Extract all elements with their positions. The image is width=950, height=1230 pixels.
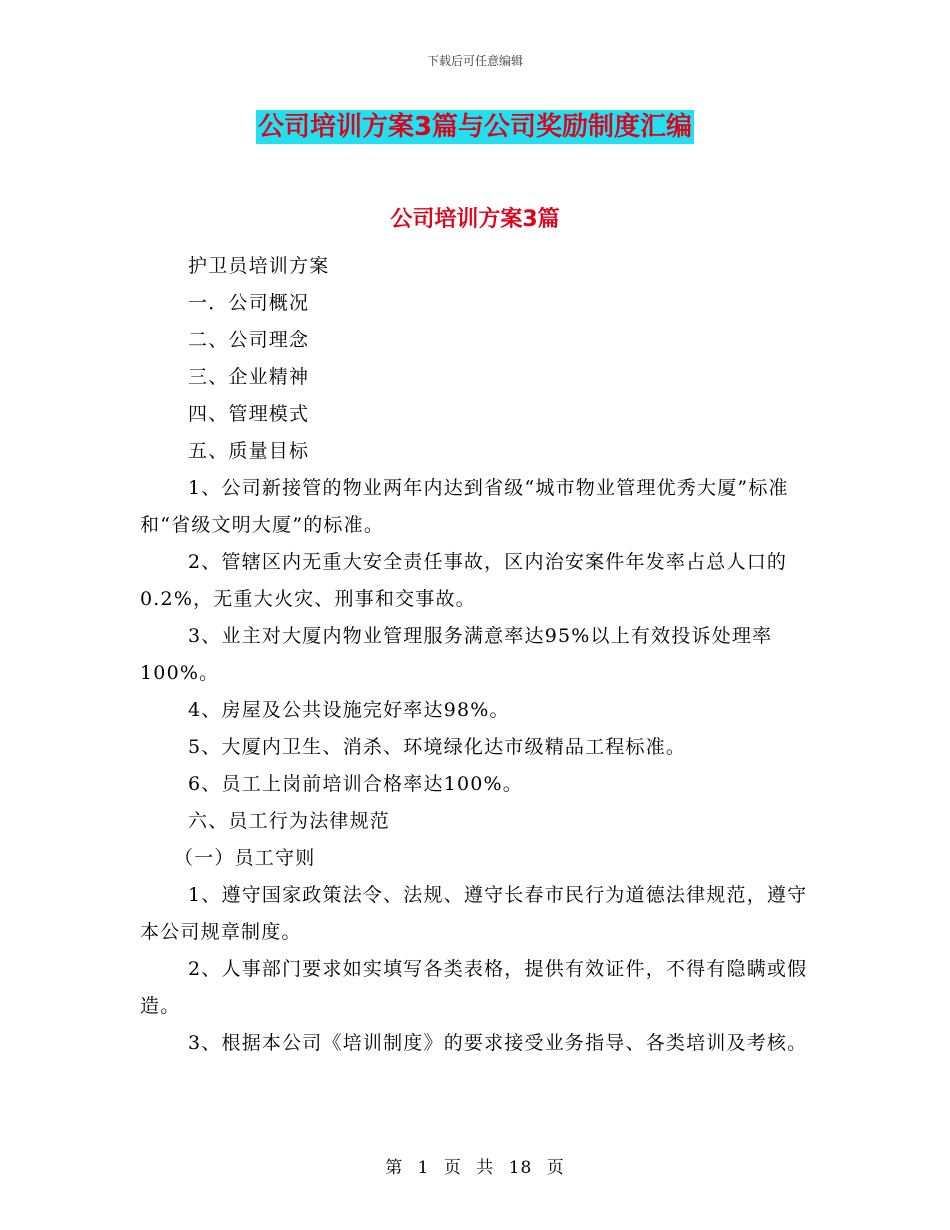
paragraph: （一）员工守则 bbox=[174, 847, 316, 869]
paragraph: 一．公司概况 bbox=[188, 292, 310, 314]
paragraph: 1、公司新接管的物业两年内达到省级“城市物业管理优秀大厦”标准和“省级文明大厦”的标准。 bbox=[140, 477, 789, 536]
footer-label-total: 共 bbox=[476, 1158, 495, 1178]
footer-page-number: 1 bbox=[417, 1158, 430, 1178]
footer-label-page: 第 bbox=[385, 1158, 404, 1178]
page-footer bbox=[0, 1153, 950, 1178]
paragraph: 六、员工行为法律规范 bbox=[188, 810, 391, 832]
main-title-wrap bbox=[0, 110, 950, 144]
paragraph: 三、企业精神 bbox=[188, 366, 310, 388]
paragraph: 护卫员培训方案 bbox=[188, 255, 330, 277]
paragraph: 6、员工上岗前培训合格率达100%。 bbox=[188, 773, 524, 795]
paragraph: 四、管理模式 bbox=[188, 403, 310, 425]
paragraph: 1、遵守国家政策法令、法规、遵守长春市民行为道德法律规范，遵守本公司规章制度。 bbox=[140, 884, 808, 943]
paragraph: 5、大厦内卫生、消杀、环境绿化达市级精品工程标准。 bbox=[188, 736, 687, 758]
paragraph: 二、公司理念 bbox=[188, 329, 310, 351]
section-title: 公司培训方案3篇 bbox=[390, 207, 560, 232]
paragraph: 2、管辖区内无重大安全责任事故，区内治安案件年发率占总人口的0.2%，无重大火灾、刑事和交事故。 bbox=[140, 551, 788, 610]
footer-label-ye: 页 bbox=[443, 1158, 462, 1178]
paragraph: 3、业主对大厦内物业管理服务满意率达95%以上有效投诉处理率100%。 bbox=[140, 625, 773, 684]
header-note: 下载后可任意编辑 bbox=[426, 54, 523, 68]
paragraph: 五、质量目标 bbox=[188, 440, 310, 462]
paragraph: 4、房屋及公共设施完好率达98%。 bbox=[188, 699, 510, 721]
paragraph: 3、根据本公司《培训制度》的要求接受业务指导、各类培训及考核。 bbox=[188, 1032, 808, 1054]
document-body bbox=[140, 248, 810, 1062]
paragraph: 2、人事部门要求如实填写各类表格，提供有效证件，不得有隐瞒或假造。 bbox=[140, 958, 808, 1017]
document-title: 公司培训方案3篇与公司奖励制度汇编 bbox=[257, 112, 693, 142]
footer-label-ye: 页 bbox=[546, 1158, 565, 1178]
footer-total-pages: 18 bbox=[508, 1158, 533, 1178]
